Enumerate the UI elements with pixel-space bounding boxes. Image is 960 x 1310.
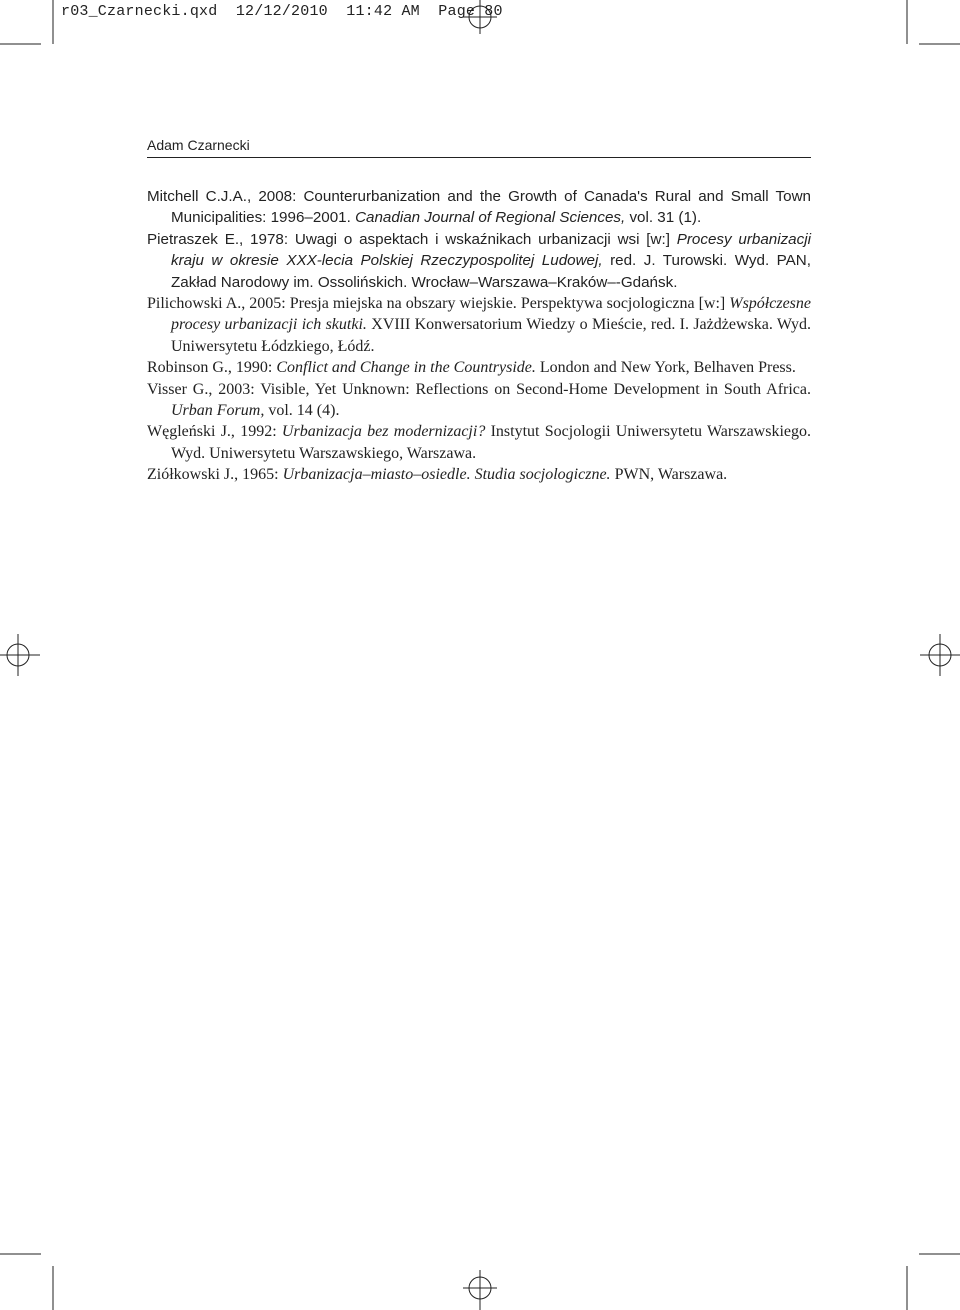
slug-date: 12/12/2010 [235, 3, 328, 20]
slug-time: 11:42 AM [346, 3, 420, 20]
slug-filename: r03_Czarnecki.qxd [61, 3, 218, 20]
registration-mark-left [0, 634, 40, 676]
registration-mark-top [463, 0, 497, 34]
reference-item: Ziółkowski J., 1965: Urbanizacja–miasto–osiedle. Studia socjologiczne. PWN, Warszawa. [147, 466, 728, 484]
reference-list [147, 186, 811, 486]
reference-item: Pilichowski A., 2005: Presja miejska na obszary wiejskie. Perspektywa socjologiczna [w:] Współczesne procesy urbanizacji ich skutki. XVIII Konwersatorium Wiedzy o Mieście, red. I. Jażdżewska. Wyd. Uniwersytetu Łódzkiego, Łódź. [147, 295, 812, 355]
registration-mark-bottom [463, 1270, 497, 1310]
reference-item: Węgleński J., 1992: Urbanizacja bez modernizacji? Instytut Socjologii Uniwersytetu Warszawskiego. Wyd. Uniwersytetu Warszawskiego, Warszawa. [147, 423, 811, 462]
reference-item: Mitchell C.J.A., 2008: Counterurbanization and the Growth of Canada's Rural and Small Town Municipalities: 1996–2001. Canadian Journal of Regional Sciences, vol. 31 (1). [147, 188, 811, 227]
registration-mark-right [920, 634, 960, 676]
slug-page: Page 80 [438, 3, 503, 20]
running-header-author: Adam Czarnecki [147, 137, 250, 153]
reference-item: Visser G., 2003: Visible, Yet Unknown: Reflections on Second-Home Development in South Africa. Urban Forum, vol. 14 (4). [147, 380, 812, 420]
reference-item: Pietraszek E., 1978: Uwagi o aspektach i wskaźnikach urbanizacji wsi [w:] Procesy urbanizacji kraju w okresie XXX-lecia Polskiej Rzeczypospolitej Ludowej, red. J. Turowski. Wyd. PAN, Zakład Narodowy im. Ossolińskich. Wrocław–Warszawa–Kraków–-Gdańsk. [147, 230, 811, 291]
reference-item: Robinson G., 1990: Conflict and Change in the Countryside. London and New York, Belhaven Press. [147, 359, 796, 377]
header-rule [147, 157, 811, 158]
